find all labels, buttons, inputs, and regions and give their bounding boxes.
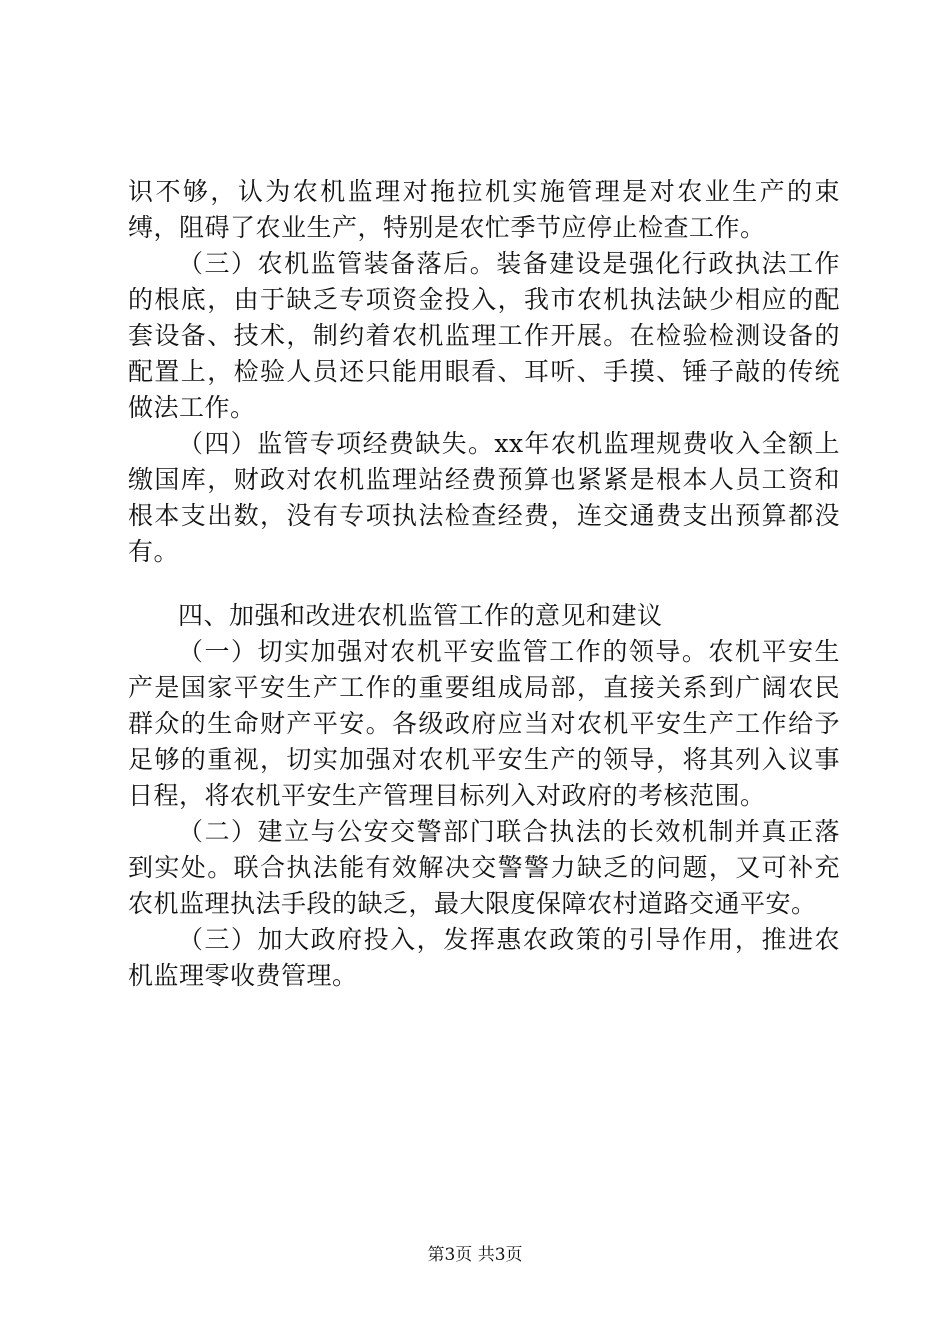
paragraph-equipment: （三）农机监管装备落后。装备建设是强化行政执法工作的根底，由于缺乏专项资金投入，我市农机执法缺少相应的配套设备、技术，制约着农机监理工作开展。在检验检测设备的配置上，检验人员还只能用眼看、耳听、手摸、锤子敲的传统做法工作。 [128, 249, 840, 422]
section-heading: 四、加强和改进农机监管工作的意见和建议 [178, 601, 663, 630]
paragraph-investment: （三）加大政府投入，发挥惠农政策的引导作用，推进农机监理零收费管理。 [128, 925, 840, 990]
paragraph-funding: （四）监管专项经费缺失。xx年农机监理规费收入全额上缴国库，财政对农机监理站经费预算也紧紧是根本人员工资和根本支出数，没有专项执法检查经费，连交通费支出预算都没有。 [128, 429, 840, 566]
section-spacer [128, 570, 840, 598]
paragraph-leadership: （一）切实加强对农机平安监管工作的领导。农机平安生产是国家平安生产工作的重要组成局部，直接关系到广阔农民群众的生命财产平安。各级政府应当对农机平安生产工作给予足够的重视，切实加强对农机平安生产的领导，将其列入议事日程，将农机平安生产管理目标列入对政府的考核范围。 [128, 637, 840, 810]
document-body [128, 174, 840, 994]
paragraph-continuation: 识不够，认为农机监理对拖拉机实施管理是对农业生产的束缚，阻碍了农业生产，特别是农忙季节应停止检查工作。 [128, 177, 840, 242]
page-footer: 第3页 共3页 [427, 1245, 523, 1265]
paragraph-joint-enforcement: （二）建立与公安交警部门联合执法的长效机制并真正落到实处。联合执法能有效解决交警警力缺乏的问题，又可补充农机监理执法手段的缺乏，最大限度保障农村道路交通平安。 [128, 817, 840, 918]
